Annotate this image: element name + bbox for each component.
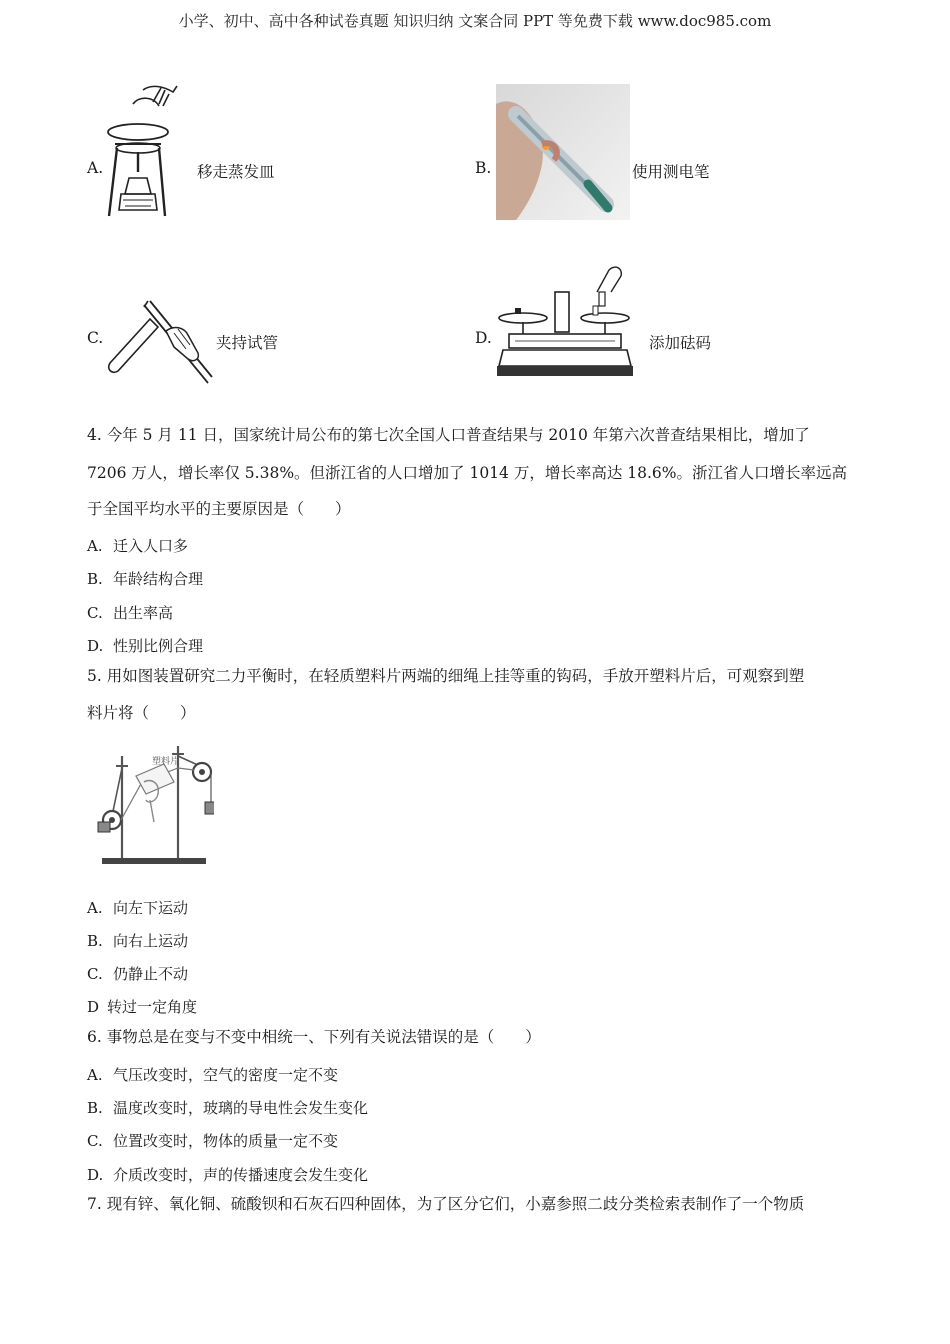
q5-option-c: C. 仍静止不动 xyxy=(87,965,189,983)
q3-option-b-caption: 使用测电笔 xyxy=(632,163,710,181)
q3-option-d-caption: 添加砝码 xyxy=(649,334,712,352)
q4-stem-line-2: 7206 万人，增长率仅 5.38%。但浙江省的人口增加了 1014 万，增长率高达 18.6%。浙江省人口增长率远高 xyxy=(87,464,848,482)
q4-stem-line-1: 4. 今年 5 月 11 日，国家统计局公布的第七次全国人口普查结果与 2010 年第六次普查结果相比，增加了 xyxy=(87,426,810,444)
q4-option-c: C. 出生率高 xyxy=(87,604,174,622)
evaporating-dish-figure xyxy=(103,82,183,222)
q3-option-d-letter: D. xyxy=(475,329,492,347)
test-tube-holder-figure xyxy=(104,297,214,387)
page-header-banner: 小学、初中、高中各种试卷真题 知识归纳 文案合同 PPT 等免费下载 www.doc985.com xyxy=(178,12,772,30)
q6-option-b: B. 温度改变时，玻璃的导电性会发生变化 xyxy=(87,1099,369,1117)
q3-option-a-letter: A. xyxy=(87,159,104,177)
balance-scale-figure xyxy=(495,262,635,382)
q4-option-b: B. 年龄结构合理 xyxy=(87,570,204,588)
q5-stem-line-1: 5. 用如图装置研究二力平衡时，在轻质塑料片两端的细绳上挂等重的钩码，手放开塑料片后，可观察到塑 xyxy=(87,667,805,685)
q5-option-d: D 转过一定角度 xyxy=(87,998,198,1016)
q5-option-a: A. 向左下运动 xyxy=(87,899,189,917)
plastic-sheet-label: 塑料片 xyxy=(152,757,180,767)
q6-option-d: D. 介质改变时，声的传播速度会发生变化 xyxy=(87,1166,369,1184)
q6-stem-line-1: 6. 事物总是在变与不变中相统一、下列有关说法错误的是（ ） xyxy=(87,1028,541,1046)
q4-option-d: D. 性别比例合理 xyxy=(87,637,204,655)
q4-stem-line-3: 于全国平均水平的主要原因是（ ） xyxy=(87,500,351,518)
q3-option-b-letter: B. xyxy=(475,159,492,177)
q3-option-c-caption: 夹持试管 xyxy=(216,334,279,352)
test-pen-photo xyxy=(496,84,630,220)
q4-option-a: A. 迁入人口多 xyxy=(87,537,189,555)
q6-option-c: C. 位置改变时，物体的质量一定不变 xyxy=(87,1132,339,1150)
two-force-balance-apparatus-figure xyxy=(94,742,214,868)
q5-option-b: B. 向右上运动 xyxy=(87,932,189,950)
q7-stem-line-1: 7. 现有锌、氧化铜、硫酸钡和石灰石四种固体，为了区分它们，小嘉参照二歧分类检索表制作了一个物质 xyxy=(87,1195,805,1213)
q5-stem-line-2: 料片将（ ） xyxy=(87,704,196,722)
q3-option-a-caption: 移走蒸发皿 xyxy=(197,163,275,181)
q3-option-c-letter: C. xyxy=(87,329,104,347)
q6-option-a: A. 气压改变时，空气的密度一定不变 xyxy=(87,1066,339,1084)
